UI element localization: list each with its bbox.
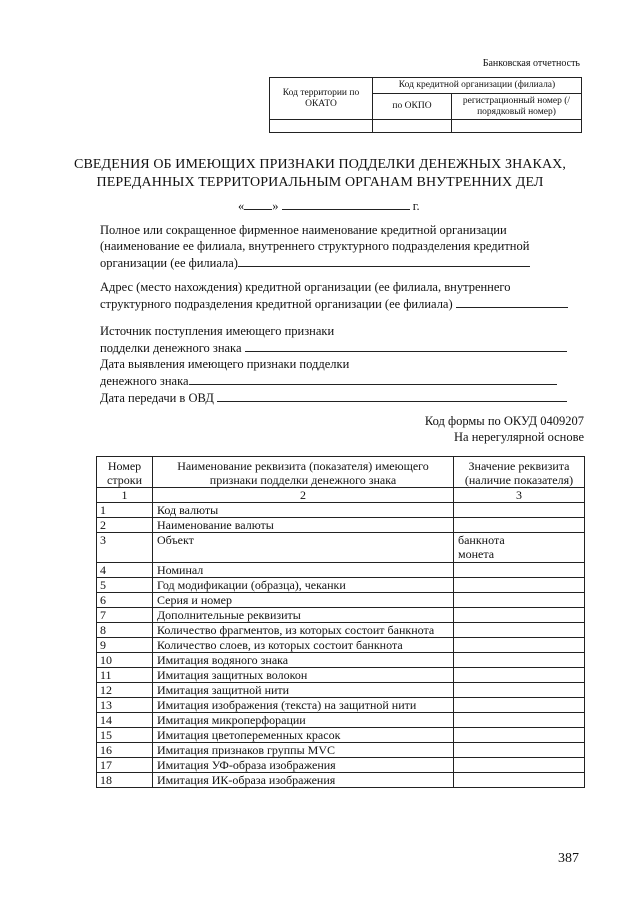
reg-number-header: регистрационный номер (/порядковый номер) — [452, 94, 582, 120]
row-number: 13 — [97, 698, 153, 713]
close-quote: » — [272, 199, 279, 213]
row-value-option: банкнота — [458, 533, 505, 547]
col-number-2: 2 — [153, 488, 454, 503]
row-attribute-name: Имитация защитной нити — [153, 683, 454, 698]
col-header-value: Значение реквизита (наличие показателя) — [454, 457, 585, 488]
table-row — [97, 608, 585, 623]
row-attribute-name: Имитация УФ-образа изображения — [153, 758, 454, 773]
row-attribute-name: Объект — [153, 533, 454, 563]
table-row — [97, 713, 585, 728]
territory-code-cell[interactable] — [270, 120, 373, 133]
address-block — [100, 279, 590, 312]
form-title-line2: ПЕРЕДАННЫХ ТЕРРИТОРИАЛЬНЫМ ОРГАНАМ ВНУТРЕННИХ ДЕЛ — [96, 175, 544, 190]
page-number: 387 — [558, 851, 579, 866]
row-attribute-name: Имитация цветопеременных красок — [153, 728, 454, 743]
row-value-cell[interactable] — [454, 668, 585, 683]
row-number: 12 — [97, 683, 153, 698]
table-row — [97, 668, 585, 683]
org-name-line2: (наименование ее филиала, внутреннего структурного подразделения кредитной — [100, 239, 530, 253]
row-attribute-name: Количество фрагментов, из которых состоит банкнота — [153, 623, 454, 638]
credit-org-code-header: Код кредитной организации (филиала) — [373, 78, 582, 94]
table-row — [97, 728, 585, 743]
row-number: 11 — [97, 668, 153, 683]
row-attribute-name: Год модификации (образца), чеканки — [153, 578, 454, 593]
row-value-cell[interactable] — [454, 593, 585, 608]
row-value-cell[interactable] — [454, 758, 585, 773]
okpo-cell[interactable] — [373, 120, 452, 133]
row-attribute-name: Серия и номер — [153, 593, 454, 608]
row-attribute-name: Имитация водяного знака — [153, 653, 454, 668]
row-value-cell[interactable] — [454, 623, 585, 638]
row-value-cell[interactable] — [454, 653, 585, 668]
org-name-field[interactable] — [238, 254, 530, 267]
row-number: 1 — [97, 503, 153, 518]
col-header-name: Наименование реквизита (показателя) имеющего признаки подделки денежного знака — [153, 457, 454, 488]
table-row — [97, 563, 585, 578]
row-number: 6 — [97, 593, 153, 608]
row-value-cell[interactable] — [454, 503, 585, 518]
address-line2: структурного подразделения кредитной организации (ее филиала) — [100, 297, 453, 311]
row-attribute-name: Наименование валюты — [153, 518, 454, 533]
row-number: 2 — [97, 518, 153, 533]
row-number: 16 — [97, 743, 153, 758]
attributes-table — [96, 456, 585, 788]
row-number: 4 — [97, 563, 153, 578]
row-value-cell[interactable] — [454, 638, 585, 653]
table-row — [97, 653, 585, 668]
row-number: 8 — [97, 623, 153, 638]
row-number: 15 — [97, 728, 153, 743]
table-row — [97, 623, 585, 638]
col-number-3: 3 — [454, 488, 585, 503]
form-title-line1: СВЕДЕНИЯ ОБ ИМЕЮЩИХ ПРИЗНАКИ ПОДДЕЛКИ ДЕНЕЖНЫХ ЗНАКАХ, — [74, 157, 566, 172]
row-value-cell[interactable] — [454, 578, 585, 593]
date-line — [238, 197, 420, 214]
row-number: 7 — [97, 608, 153, 623]
row-value-cell[interactable] — [454, 518, 585, 533]
source-field[interactable] — [245, 339, 567, 352]
col-number-1: 1 — [97, 488, 153, 503]
row-attribute-name: Имитация признаков группы MVC — [153, 743, 454, 758]
source-line2: подделки денежного знака — [100, 341, 242, 355]
row-number: 10 — [97, 653, 153, 668]
row-number: 17 — [97, 758, 153, 773]
row-number: 9 — [97, 638, 153, 653]
row-attribute-name: Количество слоев, из которых состоит банкнота — [153, 638, 454, 653]
code-table — [269, 77, 582, 133]
col-header-num: Номер строки — [97, 457, 153, 488]
address-line1: Адрес (место нахождения) кредитной организации (ее филиала, внутреннего — [100, 280, 511, 294]
row-number: 18 — [97, 773, 153, 788]
row-attribute-name: Имитация изображения (текста) на защитной нити — [153, 698, 454, 713]
row-value-cell[interactable] — [454, 713, 585, 728]
row-value-cell[interactable] — [454, 743, 585, 758]
table-row — [97, 593, 585, 608]
row-value-cell[interactable] — [454, 728, 585, 743]
source-line1: Источник поступления имеющего признаки — [100, 324, 335, 338]
okud-code: Код формы по ОКУД 0409207 — [424, 414, 584, 428]
row-attribute-name: Код валюты — [153, 503, 454, 518]
row-value-cell[interactable] — [454, 608, 585, 623]
table-row — [97, 503, 585, 518]
table-row — [97, 758, 585, 773]
detect-field[interactable] — [189, 372, 557, 385]
report-type-label: Банковская отчетность — [482, 58, 580, 69]
row-number: 5 — [97, 578, 153, 593]
table-row — [97, 638, 585, 653]
org-name-block — [100, 222, 590, 271]
detect-line2: денежного знака — [100, 374, 189, 388]
open-quote: « — [238, 199, 245, 213]
row-value-cell[interactable] — [454, 533, 585, 563]
row-number: 3 — [97, 533, 153, 563]
org-name-line1: Полное или сокращенное фирменное наименование кредитной организации — [100, 223, 507, 237]
row-number: 14 — [97, 713, 153, 728]
reg-number-cell[interactable] — [452, 120, 582, 133]
day-field[interactable] — [244, 197, 272, 210]
org-name-line3: организации (ее филиала) — [100, 256, 238, 270]
year-suffix: г. — [412, 199, 420, 213]
frequency-label: На нерегулярной основе — [454, 430, 584, 444]
address-field[interactable] — [456, 295, 568, 308]
row-value-option: монета — [458, 547, 495, 561]
table-row — [97, 533, 585, 563]
row-value-cell[interactable] — [454, 773, 585, 788]
table-row — [97, 578, 585, 593]
row-value-cell[interactable] — [454, 698, 585, 713]
table-row — [97, 698, 585, 713]
month-year-field[interactable] — [282, 197, 410, 210]
table-row — [97, 518, 585, 533]
source-block — [100, 323, 590, 406]
row-value-cell[interactable] — [454, 563, 585, 578]
row-attribute-name: Имитация ИК-образа изображения — [153, 773, 454, 788]
row-attribute-name: Имитация защитных волокон — [153, 668, 454, 683]
transfer-date-label: Дата передачи в ОВД — [100, 391, 214, 405]
table-row — [97, 683, 585, 698]
table-row — [97, 773, 585, 788]
okpo-header: по ОКПО — [373, 94, 452, 120]
row-attribute-name: Дополнительные реквизиты — [153, 608, 454, 623]
row-attribute-name: Номинал — [153, 563, 454, 578]
form-code-block — [425, 413, 584, 445]
row-value-cell[interactable] — [454, 683, 585, 698]
transfer-date-field[interactable] — [217, 389, 567, 402]
table-row — [97, 743, 585, 758]
detect-line1: Дата выявления имеющего признаки подделки — [100, 357, 350, 371]
row-attribute-name: Имитация микроперфорации — [153, 713, 454, 728]
territory-code-header: Код территории по ОКАТО — [270, 78, 373, 120]
